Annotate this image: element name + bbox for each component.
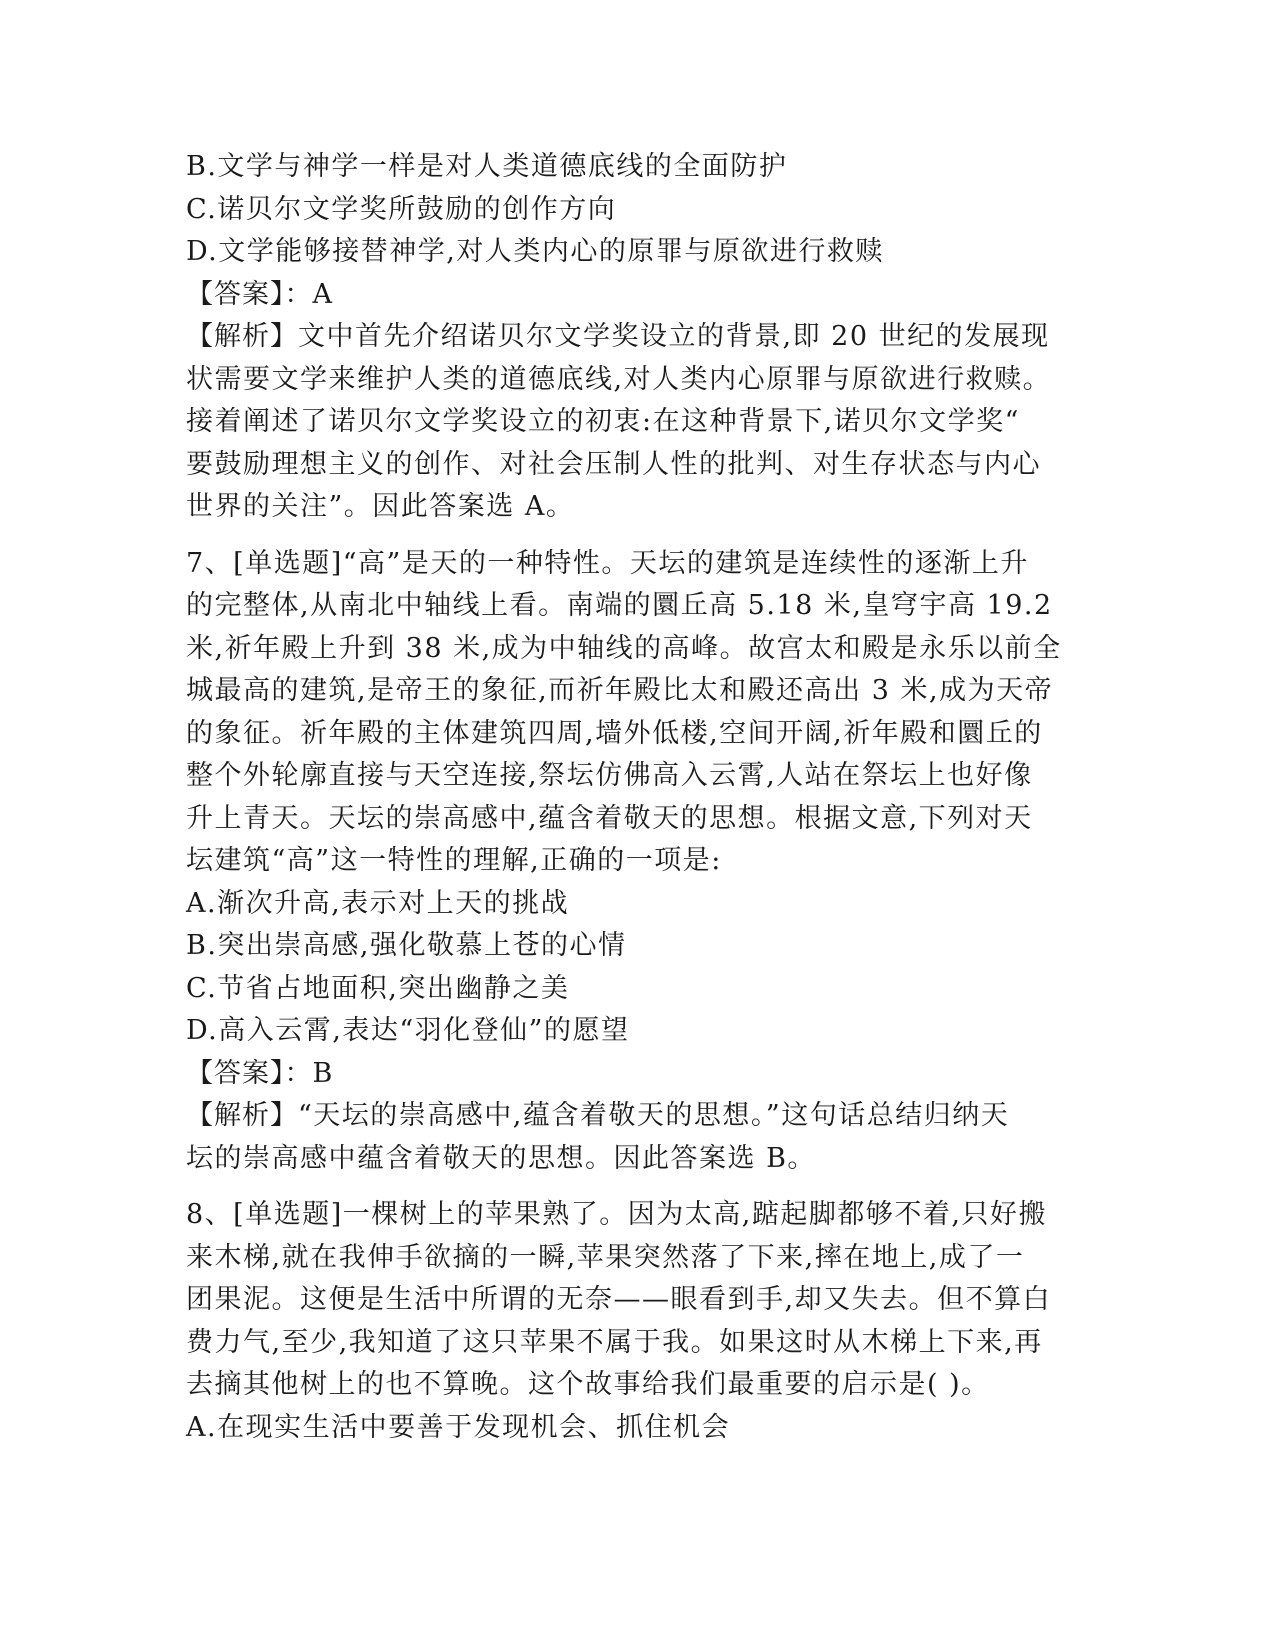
answer-line bbox=[186, 274, 1086, 317]
answer-value: A bbox=[312, 278, 333, 310]
explanation-text: 文中首先介绍诺贝尔文学奖设立的背景,即 20 世纪的发展现 bbox=[298, 321, 1050, 352]
q7-answer-separator: ： bbox=[284, 1057, 313, 1089]
question-7 bbox=[186, 543, 1086, 1181]
explanation-line-5: 世界的关注”。因此答案选 A。 bbox=[186, 491, 575, 522]
q8-option-a: A.在现实生活中要善于发现机会、抓住机会 bbox=[186, 1411, 731, 1443]
q7-explanation-line-1 bbox=[186, 1095, 1086, 1138]
q7-option-d: D.高入云霄,表达“羽化登仙”的愿望 bbox=[186, 1015, 630, 1046]
section-gap bbox=[186, 529, 1086, 543]
q7-explanation-line-2: 坛的崇高感中蕴含着敬天的思想。因此答案选 B。 bbox=[186, 1142, 816, 1174]
q7-option-a: A.渐次升高,表示对上天的挑战 bbox=[186, 887, 570, 919]
q8-stem-line-1: 8、[单选题]一棵树上的苹果熟了。因为太高,踮起脚都够不着,只好搬 bbox=[186, 1199, 1047, 1230]
q7-option-c: C.节省占地面积,突出幽静之美 bbox=[186, 972, 570, 1004]
explanation-line-4: 要鼓励理想主义的创作、对社会压制人性的批判、对生存状态与内心 bbox=[186, 448, 1041, 480]
q7-answer-line bbox=[186, 1053, 1086, 1096]
q7-stem-line-8: 坛建筑“高”这一特性的理解,正确的一项是: bbox=[186, 845, 722, 876]
q7-stem-line-2: 的完整体,从南北中轴线上看。南端的圜丘高 5.18 米,皇穹宇高 19.2 bbox=[186, 590, 1053, 621]
prev-question bbox=[186, 146, 1086, 529]
explanation-line-2: 状需要文学来维护人类的道德底线,对人类内心原罪与原欲进行救赎。 bbox=[186, 363, 1052, 395]
q7-stem-line-3: 米,祈年殿上升到 38 米,成为中轴线的高峰。故宫太和殿是永乐以前全 bbox=[186, 632, 1062, 664]
answer-separator: ： bbox=[284, 278, 313, 310]
q8-stem-line-3: 团果泥。这便是生活中所谓的无奈——眼看到手,却又失去。但不算白 bbox=[186, 1284, 1052, 1315]
option-d: D.文学能够接替神学,对人类内心的原罪与原欲进行救赎 bbox=[186, 236, 884, 267]
q7-explanation-text: “天坛的崇高感中,蕴含着敬天的思想。”这句话总结归纳天 bbox=[298, 1100, 1010, 1131]
answer-label: 【答案】 bbox=[186, 278, 285, 310]
page-content bbox=[186, 146, 1086, 1449]
q7-answer-value: B bbox=[312, 1057, 334, 1089]
q7-stem-line-1: 7、[单选题]“高”是天的一种特性。天坛的建筑是连续性的逐渐上升 bbox=[186, 547, 1029, 579]
q7-stem-line-7: 升上青天。天坛的崇高感中,蕴含着敬天的思想。根据文意,下列对天 bbox=[186, 802, 1033, 834]
option-b: B.文学与神学一样是对人类道德底线的全面防护 bbox=[186, 151, 788, 182]
q8-stem-line-5: 去摘其他树上的也不算晚。这个故事给我们最重要的启示是( )。 bbox=[186, 1369, 990, 1400]
q7-stem-line-4: 城最高的建筑,是帝王的象征,而祈年殿比太和殿还高出 3 米,成为天帝 bbox=[186, 675, 1054, 706]
explanation-line-3: 接着阐述了诺贝尔文学奖设立的初衷:在这种背景下,诺贝尔文学奖“ bbox=[186, 406, 1020, 437]
q8-stem-line-4: 费力气,至少,我知道了这只苹果不属于我。如果这时从木梯上下来,再 bbox=[186, 1326, 1043, 1358]
q7-explanation-label: 【解析】 bbox=[186, 1100, 298, 1131]
q7-stem-line-5: 的象征。祈年殿的主体建筑四周,墙外低楼,空间开阔,祈年殿和圜丘的 bbox=[186, 717, 1043, 749]
explanation-label: 【解析】 bbox=[186, 321, 298, 352]
q7-option-b: B.突出崇高感,强化敬慕上苍的心情 bbox=[186, 930, 627, 961]
question-8 bbox=[186, 1194, 1086, 1449]
section-gap bbox=[186, 1180, 1086, 1194]
explanation-line-1 bbox=[186, 316, 1086, 359]
q7-stem-line-6: 整个外轮廓直接与天空连接,祭坛仿佛高入云霄,人站在祭坛上也好像 bbox=[186, 760, 1033, 791]
q8-stem-line-2: 来木梯,就在我伸手欲摘的一瞬,苹果突然落了下来,摔在地上,成了一 bbox=[186, 1241, 1025, 1273]
option-c: C.诺贝尔文学奖所鼓励的创作方向 bbox=[186, 193, 617, 225]
q7-answer-label: 【答案】 bbox=[186, 1057, 285, 1089]
